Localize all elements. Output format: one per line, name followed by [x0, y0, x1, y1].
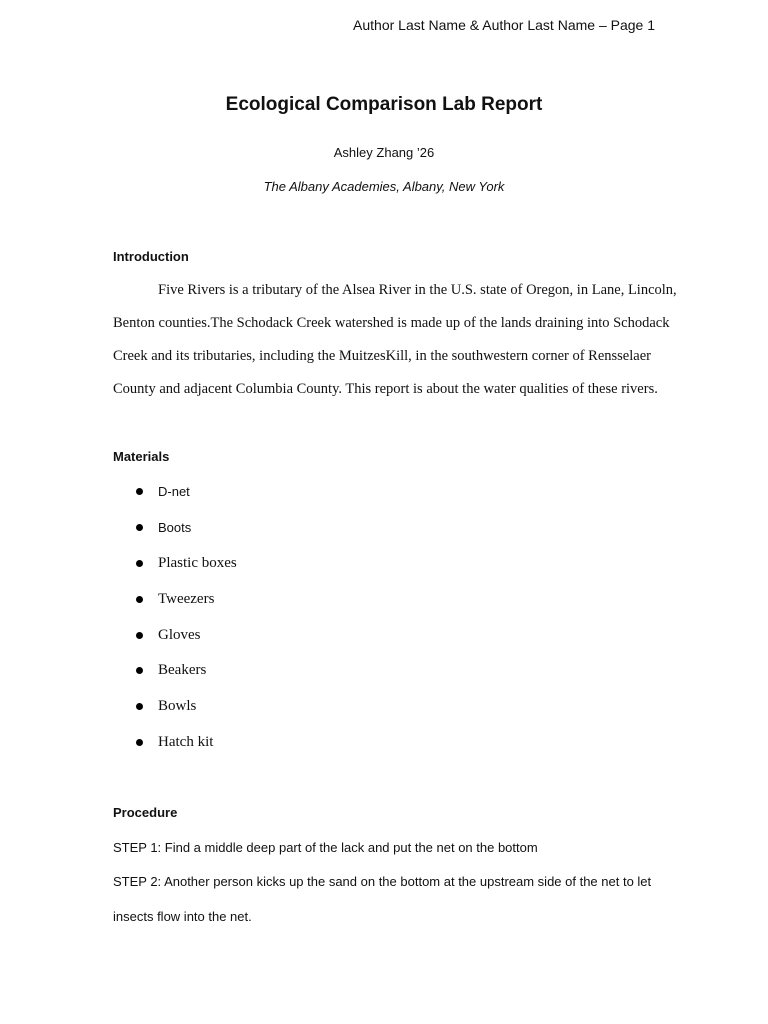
bullet-icon [136, 560, 143, 567]
bullet-icon [136, 739, 143, 746]
bullet-icon [136, 524, 143, 531]
procedure-step: STEP 1: Find a middle deep part of the lack and put the net on the bottom [113, 840, 538, 855]
paragraph-line: Five Rivers is a tributary of the Alsea River in the U.S. state of Oregon, in Lane, Lincoln, [158, 282, 677, 298]
introduction-heading: Introduction [113, 249, 189, 264]
procedure-heading: Procedure [113, 805, 178, 820]
document-title: Ecological Comparison Lab Report [225, 94, 543, 115]
paragraph-line: County and adjacent Columbia County. This report is about the water qualities of these rivers. [113, 381, 658, 397]
list-item-label: Plastic boxes [158, 554, 237, 571]
paragraph-line: Creek and its tributaries, including the MuitzesKill, in the southwestern corner of Rensselaer [113, 348, 651, 364]
author-name: Ashley Zhang ’26 [333, 145, 435, 160]
bullet-icon [136, 632, 143, 639]
author-affiliation: The Albany Academies, Albany, New York [263, 179, 505, 194]
procedure-step: STEP 2: Another person kicks up the sand on the bottom at the upstream side of the net to let [113, 874, 652, 889]
paragraph-line: Benton counties.The Schodack Creek watershed is made up of the lands draining into Schodack [113, 315, 670, 331]
materials-heading: Materials [113, 449, 170, 464]
introduction-paragraph [113, 274, 677, 406]
list-item-label: Boots [158, 520, 192, 536]
procedure-step: insects flow into the net. [113, 909, 252, 924]
bullet-icon [136, 488, 143, 495]
list-item-label: Beakers [158, 662, 207, 679]
bullet-icon [136, 596, 143, 603]
bullet-icon [136, 667, 143, 674]
bullet-icon [136, 703, 143, 710]
list-item-label: Bowls [158, 698, 197, 715]
list-item-label: Gloves [158, 626, 201, 643]
list-item-label: Hatch kit [158, 733, 214, 750]
list-item-label: D-net [158, 484, 190, 500]
list-item-label: Tweezers [158, 590, 215, 607]
running-header: Author Last Name & Author Last Name – Page 1 [353, 17, 655, 33]
